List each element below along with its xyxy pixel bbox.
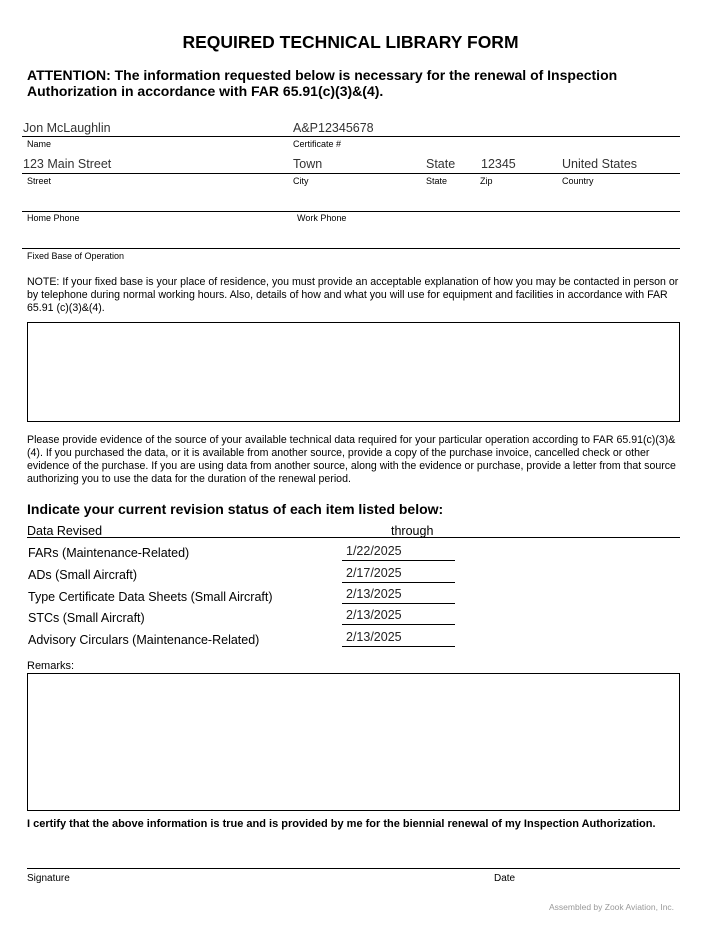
certificate-field[interactable]: A&P12345678: [293, 121, 374, 135]
revision-item-date[interactable]: 2/13/2025: [346, 608, 402, 622]
explanation-textbox[interactable]: [27, 322, 680, 422]
revision-item-label: FARs (Maintenance-Related): [28, 546, 190, 560]
revision-item-date[interactable]: 2/13/2025: [346, 630, 402, 644]
country-field[interactable]: United States: [562, 157, 638, 171]
revision-item-label: ADs (Small Aircraft): [28, 568, 138, 582]
signature-field[interactable]: [27, 850, 477, 867]
zip-field[interactable]: 12345: [481, 157, 516, 171]
date-underline: [342, 560, 455, 561]
revision-item-label: Advisory Circulars (Maintenance-Related): [28, 633, 260, 647]
home-phone-label: Home Phone: [27, 213, 80, 223]
revision-item-label: STCs (Small Aircraft): [28, 611, 145, 625]
revision-item-date[interactable]: 2/13/2025: [346, 587, 402, 601]
state-label: State: [426, 176, 448, 186]
name-label: Name: [27, 139, 52, 149]
revision-item-label: Type Certificate Data Sheets (Small Aircraft): [28, 590, 273, 604]
city-label: City: [293, 176, 309, 186]
attention-notice: ATTENTION: The information requested below is necessary for the renewal of Inspection Authorization in accordance with FAR 65.91(c)(3)&(4).: [27, 67, 618, 99]
revision-item-date[interactable]: 2/17/2025: [346, 566, 402, 580]
fixed-base-label: Fixed Base of Operation: [27, 251, 125, 261]
remarks-label: Remarks:: [27, 660, 75, 672]
address-row-rule: [22, 173, 680, 174]
certification-statement: I certify that the above information is true and is provided by me for the biennial renewal of my Inspection Authorization.: [27, 818, 656, 830]
name-field[interactable]: Jon McLaughlin: [23, 121, 111, 135]
certificate-label: Certificate #: [293, 139, 342, 149]
phone-row-rule: [22, 211, 680, 212]
fixed-base-rule: [22, 248, 680, 249]
date-underline: [342, 603, 455, 604]
work-phone-label: Work Phone: [297, 213, 347, 223]
remarks-textbox[interactable]: [27, 673, 680, 811]
revision-item-date[interactable]: 1/22/2025: [346, 544, 402, 558]
country-label: Country: [562, 176, 594, 186]
evidence-text: Please provide evidence of the source of your available technical data required for your particular operation according to FAR 65.91(c)(3)&(4). If you purchased the data, or it is available from another source, provide a copy of the purchase invoice, cancelled check or other evidence of the purchase. If you are using data from another source, along with the evidence or purchase, provide a letter from that source authorizing you to use the data for the duration of the renewal period.: [27, 434, 676, 485]
date-field[interactable]: [494, 850, 674, 867]
form-title: REQUIRED TECHNICAL LIBRARY FORM: [182, 32, 519, 52]
data-revised-header: Data Revised: [27, 524, 103, 538]
through-header: through: [391, 524, 434, 538]
date-label: Date: [494, 873, 516, 884]
date-underline: [342, 646, 455, 647]
date-underline: [342, 624, 455, 625]
revision-heading: Indicate your current revision status of each item listed below:: [27, 501, 444, 517]
state-field[interactable]: State: [426, 157, 456, 171]
city-field[interactable]: Town: [293, 157, 323, 171]
note-text: NOTE: If your fixed base is your place of residence, you must provide an acceptable explanation of how you may be contacted in person or by telephone during normal working hours. Also, details of how and what you will use for equipment and facilities in accordance with FAR 65.91 (c)(3)&(4).: [27, 276, 679, 314]
street-label: Street: [27, 176, 52, 186]
zip-label: Zip: [480, 176, 493, 186]
signature-rule: [27, 868, 680, 869]
footer-credit: Assembled by Zook Aviation, Inc.: [549, 902, 675, 912]
name-row-rule: [22, 136, 680, 137]
revision-header-rule: [27, 537, 680, 538]
signature-label: Signature: [27, 873, 70, 884]
date-underline: [342, 582, 455, 583]
street-field[interactable]: 123 Main Street: [23, 157, 112, 171]
